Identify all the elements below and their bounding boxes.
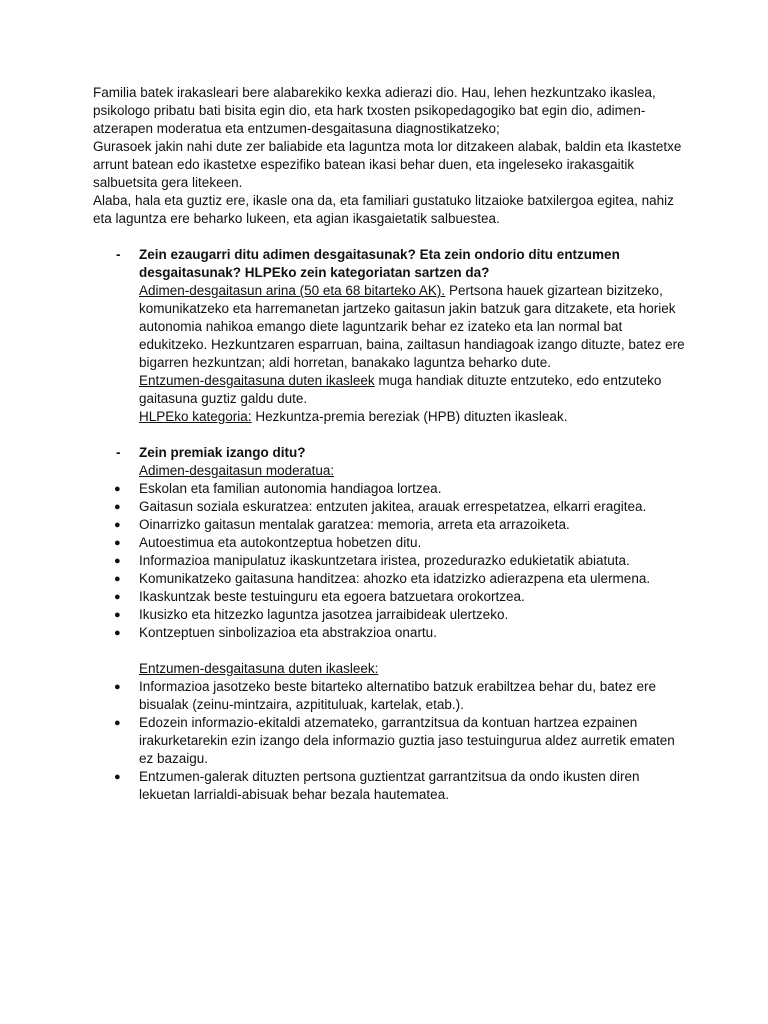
- bullet-icon: ●: [114, 717, 121, 729]
- list-item: [114, 480, 685, 498]
- list-dash: -: [116, 445, 121, 460]
- question-heading-1: Zein ezaugarri ditu adimen desgaitasunak? Eta zein ondorio ditu entzumen desgaitasunak? HLPEko zein kategoriatan sartzen da?: [139, 247, 620, 280]
- intro-text: [93, 84, 685, 228]
- bullet-icon: ●: [114, 591, 121, 603]
- list-item: [114, 534, 685, 552]
- intellectual-disability-paragraph: [139, 282, 685, 372]
- list-item: [114, 768, 685, 804]
- list-item: [114, 552, 685, 570]
- underlined-term: HLPEko kategoria:: [139, 409, 252, 424]
- bullet-icon: ●: [114, 537, 121, 549]
- list-item: [114, 606, 685, 624]
- list-item: [114, 498, 685, 516]
- list-item-text: Ikaskuntzak beste testuinguru eta egoera batzuetara orokortzea.: [139, 589, 525, 604]
- underlined-term: Adimen-desgaitasun arina (50 eta 68 bitarteko AK).: [139, 283, 446, 298]
- needs-list-intellectual: [93, 480, 685, 642]
- bullet-icon: ●: [114, 573, 121, 585]
- bullet-icon: ●: [114, 771, 121, 783]
- intro-paragraph-1: Familia batek irakasleari bere alabarekiko kexka adierazi dio. Hau, lehen hezkuntzako ikaslea, psikologo pribatu bati bisita egin dio, eta hark txosten psikopedagogiko bat egin dio, adimen-atzerapen moderatua eta entzumen-desgaitasuna diagnostikatzeko;: [93, 85, 656, 136]
- bullet-icon: ●: [114, 501, 121, 513]
- list-item-text: Gaitasun soziala eskuratzea: entzuten jakitea, arauak errespetatzea, elkarri eragitea.: [139, 499, 647, 514]
- list-item-text: Ikusizko eta hitzezko laguntza jasotzea jarraibideak ulertzeko.: [139, 607, 509, 622]
- paragraph-text: Pertsona hauek gizartean bizitzeko, komunikatzeko eta harremanetan jartzeko gaitasun jakin batzuk gara ditzakete, eta horiek autonomia nahikoa emango diete laguntzarik behar ez izateko eta lan normal bat edukitzeko. Hezkuntzaren esparruan, baina, zailtasun handiagoak izango dituzte, batez ere bigarren hezkuntzan; aldi horretan, banakako laguntza beharko dute.: [139, 283, 685, 370]
- subheading-hearing: Entzumen-desgaitasuna duten ikasleek:: [139, 661, 379, 676]
- list-item: [114, 714, 685, 768]
- list-item: [114, 570, 685, 588]
- paragraph-text: muga handiak dituzte entzuteko, edo entzuteko gaitasuna guztiz galdu dute.: [139, 373, 662, 406]
- list-item-text: Informazioa jasotzeko beste bitarteko alternatibo batzuk erabiltzea behar du, batez ere bisualak (zeinu-mintzaira, azpitituluak, kartelak, etab.).: [139, 679, 657, 712]
- needs-list-hearing: [93, 678, 685, 804]
- intro-paragraph-3: Alaba, hala eta guztiz ere, ikasle ona da, eta familiari gustatuko litzaioke batxilergoa egitea, nahiz eta laguntza ere beharko lukeen, eta agian ikasgaietatik salbuestea.: [93, 193, 674, 226]
- list-item: [114, 624, 685, 642]
- list-item-text: Edozein informazio-ekitaldi atzemateko, garrantzitsua da kontuan hartzea ezpainen irakurketarekin ezin izango dela informazio guztia jaso testuingurua aldez aurretik ematen ez bazaigu.: [139, 715, 675, 766]
- list-item-text: Eskolan eta familian autonomia handiagoa lortzea.: [139, 481, 442, 496]
- bullet-icon: ●: [114, 627, 121, 639]
- list-item-text: Oinarrizko gaitasun mentalak garatzea: memoria, arreta eta arrazoiketa.: [139, 517, 570, 532]
- question-heading-2: Zein premiak izango ditu?: [139, 445, 306, 460]
- list-item-text: Informazioa manipulatuz ikaskuntzetara iristea, prozedurazko edukietatik abiatuta.: [139, 553, 630, 568]
- list-item-text: Autoestimua eta autokontzeptua hobetzen ditu.: [139, 535, 422, 550]
- intro-paragraph-2: Gurasoek jakin nahi dute zer baliabide eta laguntza mota lor ditzakeen alabak, baldin eta Ikastetxe arrunt batean edo ikastetxe espezifiko batean ikasi behar duen, eta ingeleseko irakasgaitik salbuetsita gera litekeen.: [93, 139, 682, 190]
- bullet-icon: ●: [114, 519, 121, 531]
- bullet-icon: ●: [114, 555, 121, 567]
- list-dash: -: [116, 247, 121, 262]
- list-item: [114, 588, 685, 606]
- list-item: [114, 678, 685, 714]
- subheading-intellectual: Adimen-desgaitasun moderatua:: [139, 463, 335, 478]
- section-needs-hearing: [93, 660, 685, 678]
- bullet-icon: ●: [114, 681, 121, 693]
- section-characteristics: [93, 246, 685, 426]
- category-paragraph: [139, 408, 685, 426]
- hearing-disability-paragraph: [139, 372, 685, 408]
- bullet-icon: ●: [114, 609, 121, 621]
- bullet-icon: ●: [114, 483, 121, 495]
- document-page: [93, 84, 685, 804]
- list-item-text: Komunikatzeko gaitasuna handitzea: ahozko eta idatzizko adierazpena eta ulermena.: [139, 571, 651, 586]
- paragraph-text: Hezkuntza-premia bereziak (HPB) dituzten ikasleak.: [251, 409, 568, 424]
- underlined-term: Entzumen-desgaitasuna duten ikasleek: [139, 373, 375, 388]
- list-item-text: Entzumen-galerak dituzten pertsona guztientzat garrantzitsua da ondo ikusten diren lekuetan larrialdi-abisuak behar bezala hautematea.: [139, 769, 640, 802]
- list-item-text: Kontzeptuen sinbolizazioa eta abstrakzioa onartu.: [139, 625, 437, 640]
- list-item: [114, 516, 685, 534]
- section-needs: [93, 444, 685, 480]
- spacer: [93, 642, 685, 660]
